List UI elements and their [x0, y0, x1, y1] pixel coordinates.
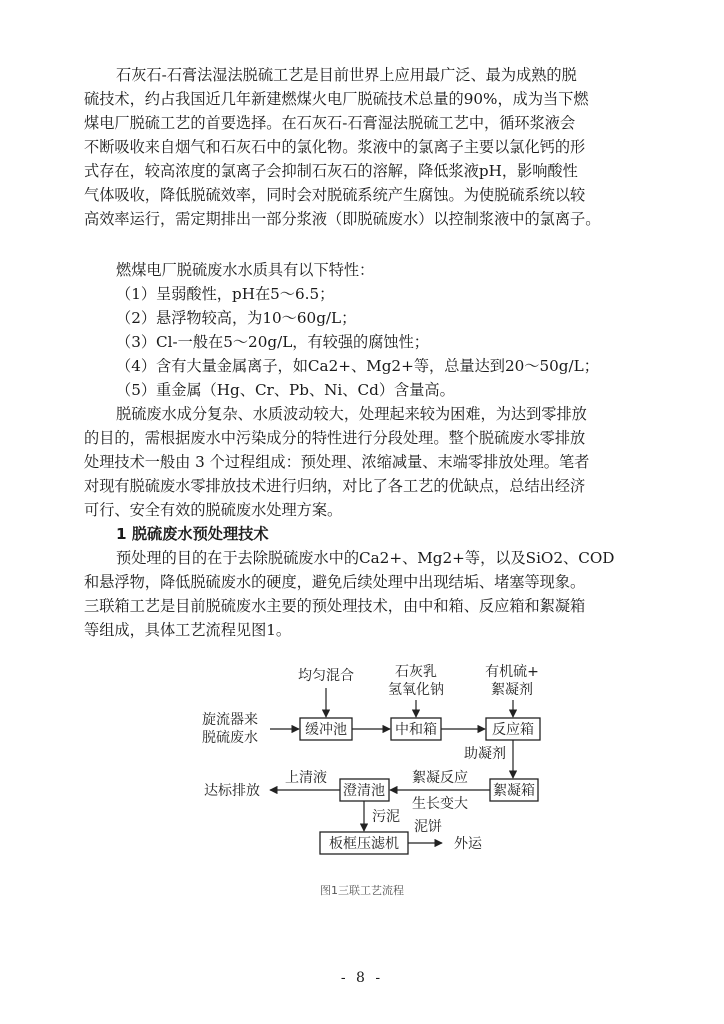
lime-label: 石灰乳 [395, 664, 437, 680]
naoh-label: 氢氧化钠 [388, 682, 444, 698]
filter-press-label: 板框压滤机 [329, 836, 399, 852]
text-line: 石灰石-石膏法湿法脱硫工艺是目前世界上应用最广泛、最为成熟的脱 [116, 66, 577, 84]
growth-label: 生长变大 [412, 796, 468, 812]
text-line: 等组成，具体工艺流程见图1。 [84, 621, 292, 639]
reaction-tank-label: 反应箱 [492, 722, 534, 738]
flocculation-reaction-label: 絮凝反应 [412, 770, 468, 786]
sludge-label: 污泥 [372, 809, 400, 825]
list-item: （4）含有大量金属离子，如Ca2+、Mg2+等，总量达到20～50g/L； [116, 357, 599, 375]
text-line: 高效率运行，需定期排出一部分浆液（即脱硫废水）以控制浆液中的氯离子。 [84, 210, 601, 228]
properties-intro: 燃煤电厂脱硫废水水质具有以下特性： [116, 261, 375, 279]
text-line: 处理技术一般由 3 个过程组成：预处理、浓缩减量、末端零排放处理。笔者 [84, 453, 590, 471]
text-line: 三联箱工艺是目前脱硫废水主要的预处理技术，由中和箱、反应箱和絮凝箱 [84, 597, 586, 615]
text-line: 的目的，需根据废水中污染成分的特性进行分段处理。整个脱硫废水零排放 [84, 429, 586, 447]
clarifier-label: 澄清池 [343, 783, 385, 799]
flocculation-tank-label: 絮凝箱 [493, 783, 535, 799]
flocculant-label: 絮凝剂 [491, 682, 533, 698]
intro-paragraph [84, 63, 656, 231]
text-line: 式存在，较高浓度的氯离子会抑制石灰石的溶解，降低浆液pH，影响酸性 [84, 162, 578, 180]
text-line: 气体吸收，降低脱硫效率，同时会对脱硫系统产生腐蚀。为使脱硫系统以较 [84, 186, 586, 204]
discharge-label: 达标排放 [204, 783, 260, 799]
organic-sulfur-label: 有机硫+ [485, 664, 539, 680]
mix-label: 均匀混合 [298, 668, 354, 684]
text-line: 可行、安全有效的脱硫废水处理方案。 [84, 501, 343, 519]
buffer-tank-label: 缓冲池 [305, 722, 347, 738]
source-label: 脱硫废水 [202, 730, 258, 746]
list-item: （5）重金属（Hg、Cr、Pb、Ni、Cd）含量高。 [116, 381, 455, 399]
text-line: 不断吸收来自烟气和石灰石中的氯化物。浆液中的氯离子主要以氯化钙的形 [84, 138, 586, 156]
page-number: - 8 - [340, 970, 384, 986]
list-item: （3）Cl-一般在5～20g/L，有较强的腐蚀性； [116, 333, 429, 351]
neutralization-tank-label: 中和箱 [395, 722, 437, 738]
supernatant-label: 上清液 [285, 770, 327, 786]
text-line: 脱硫废水成分复杂、水质波动较大，处理起来较为困难，为达到零排放 [116, 405, 587, 423]
filter-cake-label: 泥饼 [414, 819, 442, 835]
summary-paragraph [84, 402, 656, 522]
transport-label: 外运 [454, 836, 482, 852]
section-heading: 1 脱硫废水预处理技术 [116, 525, 269, 543]
text-line: 煤电厂脱硫工艺的首要选择。在石灰石-石膏湿法脱硫工艺中，循环浆液会 [84, 114, 576, 132]
list-item: （1）呈弱酸性，pH在5～6.5； [116, 285, 335, 303]
text-line: 硫技术，约占我国近几年新建燃煤火电厂脱硫技术总量的90%，成为当下燃 [84, 90, 589, 108]
section-1 [84, 522, 656, 642]
figure-caption: 图1三联工艺流程 [320, 884, 404, 897]
list-item: （2）悬浮物较高，为10～60g/L； [116, 309, 357, 327]
process-flow-diagram [190, 658, 570, 858]
text-line: 预处理的目的在于去除脱硫废水中的Ca2+、Mg2+等，以及SiO2、COD [116, 549, 615, 567]
properties-list [84, 258, 656, 402]
coagulant-label: 助凝剂 [464, 746, 506, 762]
text-line: 对现有脱硫废水零排放技术进行归纳，对比了各工艺的优缺点，总结出经济 [84, 477, 586, 495]
source-label: 旋流器来 [202, 712, 258, 728]
text-line: 和悬浮物，降低脱硫废水的硬度，避免后续处理中出现结垢、堵塞等现象。 [84, 573, 586, 591]
